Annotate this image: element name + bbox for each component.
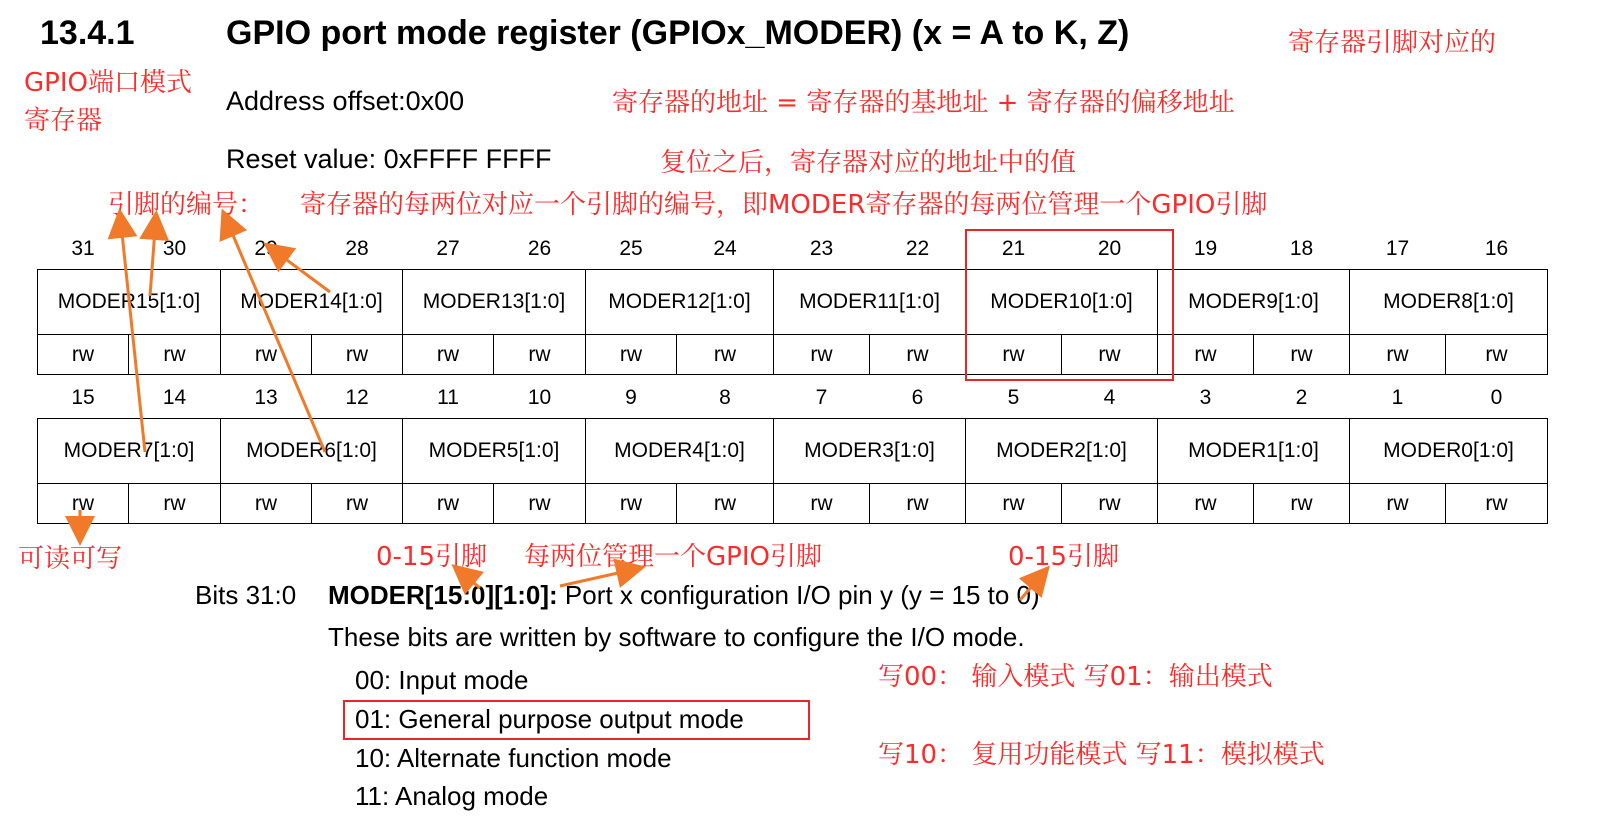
annotation-pins-0-15-b: 0-15引脚: [1008, 542, 1120, 572]
bit-number-row-high: [38, 228, 1548, 270]
bit-number: 3: [1199, 385, 1212, 409]
access-cell: rw: [774, 335, 870, 375]
field-name: MODER[15:0][1:0]:: [328, 580, 558, 610]
access-cell: rw: [1062, 484, 1158, 524]
bit-number: 1: [1391, 385, 1404, 409]
access-cell: rw: [870, 484, 966, 524]
register-field: MODER2[1:0]: [966, 419, 1158, 484]
access-cell: rw: [1158, 484, 1254, 524]
access-cell: rw: [774, 484, 870, 524]
annotation-write-00-01: 写00： 输入模式 写01：输出模式: [878, 662, 1273, 692]
access-cell: rw: [1062, 335, 1158, 375]
bit-number-row-low: [38, 377, 1548, 419]
access-cell: rw: [1350, 484, 1446, 524]
access-cell: rw: [494, 484, 586, 524]
register-field: MODER7[1:0]: [38, 419, 221, 484]
annotation-gpio-mode-reg-1: GPIO端口模式: [24, 68, 192, 98]
output-mode-highlight-box: [343, 700, 810, 740]
field-description-line: [328, 580, 1040, 611]
access-cell: rw: [221, 484, 312, 524]
bit-number: 27: [436, 236, 460, 260]
access-cell: rw: [403, 335, 494, 375]
section-title: GPIO port mode register (GPIOx_MODER) (x = A to K, Z): [226, 14, 1130, 52]
register-field: MODER10[1:0]: [966, 270, 1158, 335]
annotation-address-formula: 寄存器的地址 = 寄存器的基地址 + 寄存器的偏移地址: [612, 88, 1235, 118]
bit-number: 20: [1097, 236, 1122, 260]
access-cell: rw: [1158, 335, 1254, 375]
register-field: MODER3[1:0]: [774, 419, 966, 484]
annotation-read-write: 可读可写: [18, 544, 123, 574]
bit-number: 25: [619, 236, 643, 260]
annotation-two-bits-manage: 每两位管理一个GPIO引脚: [524, 542, 822, 572]
access-cell: rw: [870, 335, 966, 375]
mode-10: 10: Alternate function mode: [355, 743, 672, 773]
access-cell: rw: [1446, 335, 1548, 375]
bit-number: 18: [1289, 236, 1314, 260]
bit-number: 6: [911, 385, 924, 409]
bit-number: 30: [162, 236, 187, 260]
mode-00: 00: Input mode: [355, 665, 529, 695]
bit-number: 7: [815, 385, 828, 409]
access-cell: rw: [966, 335, 1062, 375]
access-cell: rw: [586, 335, 677, 375]
annotation-gpio-mode-reg-2: 寄存器: [24, 106, 103, 136]
bit-number: 8: [719, 385, 731, 409]
bit-number: 29: [254, 236, 278, 260]
bit-number: 15: [71, 385, 95, 409]
access-cell: rw: [129, 335, 221, 375]
access-row-high: [38, 335, 1548, 375]
annotation-pins-0-15-a: 0-15引脚: [376, 542, 488, 572]
register-field: MODER15[1:0]: [38, 270, 221, 335]
access-cell: rw: [677, 484, 774, 524]
bit-number: 5: [1007, 385, 1020, 409]
bit-number: 31: [71, 236, 95, 260]
register-table-low: [37, 377, 1548, 524]
bits-label: Bits 31:0: [195, 580, 297, 610]
register-field: MODER1[1:0]: [1158, 419, 1350, 484]
access-cell: rw: [1254, 484, 1350, 524]
annotation-write-10-11: 写10： 复用功能模式 写11：模拟模式: [878, 740, 1325, 770]
access-cell: rw: [221, 335, 312, 375]
access-cell: rw: [494, 335, 586, 375]
bit-number: 17: [1385, 236, 1410, 260]
register-field: MODER11[1:0]: [774, 270, 966, 335]
bit-number: 10: [527, 385, 552, 409]
bit-number: 2: [1295, 385, 1308, 409]
bit-number: 0: [1490, 385, 1503, 409]
bit-number: 21: [1001, 236, 1026, 260]
register-field: MODER12[1:0]: [586, 270, 774, 335]
annotation-two-bits-note: 寄存器的每两位对应一个引脚的编号，即MODER寄存器的每两位管理一个GPIO引脚: [300, 190, 1268, 220]
moder10-highlight-box: [965, 229, 1174, 381]
bit-number: 26: [527, 236, 552, 260]
annotation-pin-register: 寄存器引脚对应的: [1288, 28, 1497, 58]
bit-number: 19: [1193, 236, 1218, 260]
access-cell: rw: [1446, 484, 1548, 524]
bit-number: 13: [254, 385, 278, 409]
mode-01: 01: General purpose output mode: [355, 704, 744, 734]
access-cell: rw: [312, 484, 403, 524]
bit-number: 11: [437, 385, 459, 409]
register-table-high: [37, 228, 1548, 375]
access-cell: rw: [129, 484, 221, 524]
annotation-reset-note: 复位之后，寄存器对应的地址中的值: [660, 148, 1077, 178]
bit-number: 9: [625, 385, 637, 409]
description-line-2: These bits are written by software to configure the I/O mode.: [328, 622, 1025, 652]
register-field: MODER8[1:0]: [1350, 270, 1548, 335]
field-row-low: [38, 419, 1548, 484]
register-field: MODER6[1:0]: [221, 419, 403, 484]
annotation-pin-number: 引脚的编号：: [108, 190, 265, 220]
bit-number: 16: [1484, 236, 1509, 260]
register-field: MODER5[1:0]: [403, 419, 586, 484]
bit-number: 24: [713, 236, 737, 260]
register-field: MODER4[1:0]: [586, 419, 774, 484]
section-number: 13.4.1: [40, 14, 135, 52]
access-cell: rw: [586, 484, 677, 524]
bit-number: 22: [905, 236, 930, 260]
access-cell: rw: [677, 335, 774, 375]
register-field: MODER0[1:0]: [1350, 419, 1548, 484]
access-cell: rw: [1350, 335, 1446, 375]
register-field: MODER13[1:0]: [403, 270, 586, 335]
register-field: MODER9[1:0]: [1158, 270, 1350, 335]
mode-11: 11: Analog mode: [355, 781, 549, 811]
access-cell: rw: [38, 335, 129, 375]
field-row-high: [38, 270, 1548, 335]
address-offset: Address offset:0x00: [226, 86, 465, 116]
reset-value: Reset value: 0xFFFF FFFF: [226, 144, 552, 174]
field-desc: Port x configuration I/O pin y (y = 15 to 0): [564, 580, 1040, 610]
access-cell: rw: [403, 484, 494, 524]
bit-number: 4: [1103, 385, 1116, 409]
access-cell: rw: [1254, 335, 1350, 375]
access-row-low: [38, 484, 1548, 524]
access-cell: rw: [312, 335, 403, 375]
bit-number: 23: [809, 236, 834, 260]
bit-number: 28: [345, 236, 369, 260]
register-field: MODER14[1:0]: [221, 270, 403, 335]
bit-number: 14: [162, 385, 187, 409]
access-cell: rw: [966, 484, 1062, 524]
bit-number: 12: [345, 385, 369, 409]
access-cell: rw: [38, 484, 129, 524]
